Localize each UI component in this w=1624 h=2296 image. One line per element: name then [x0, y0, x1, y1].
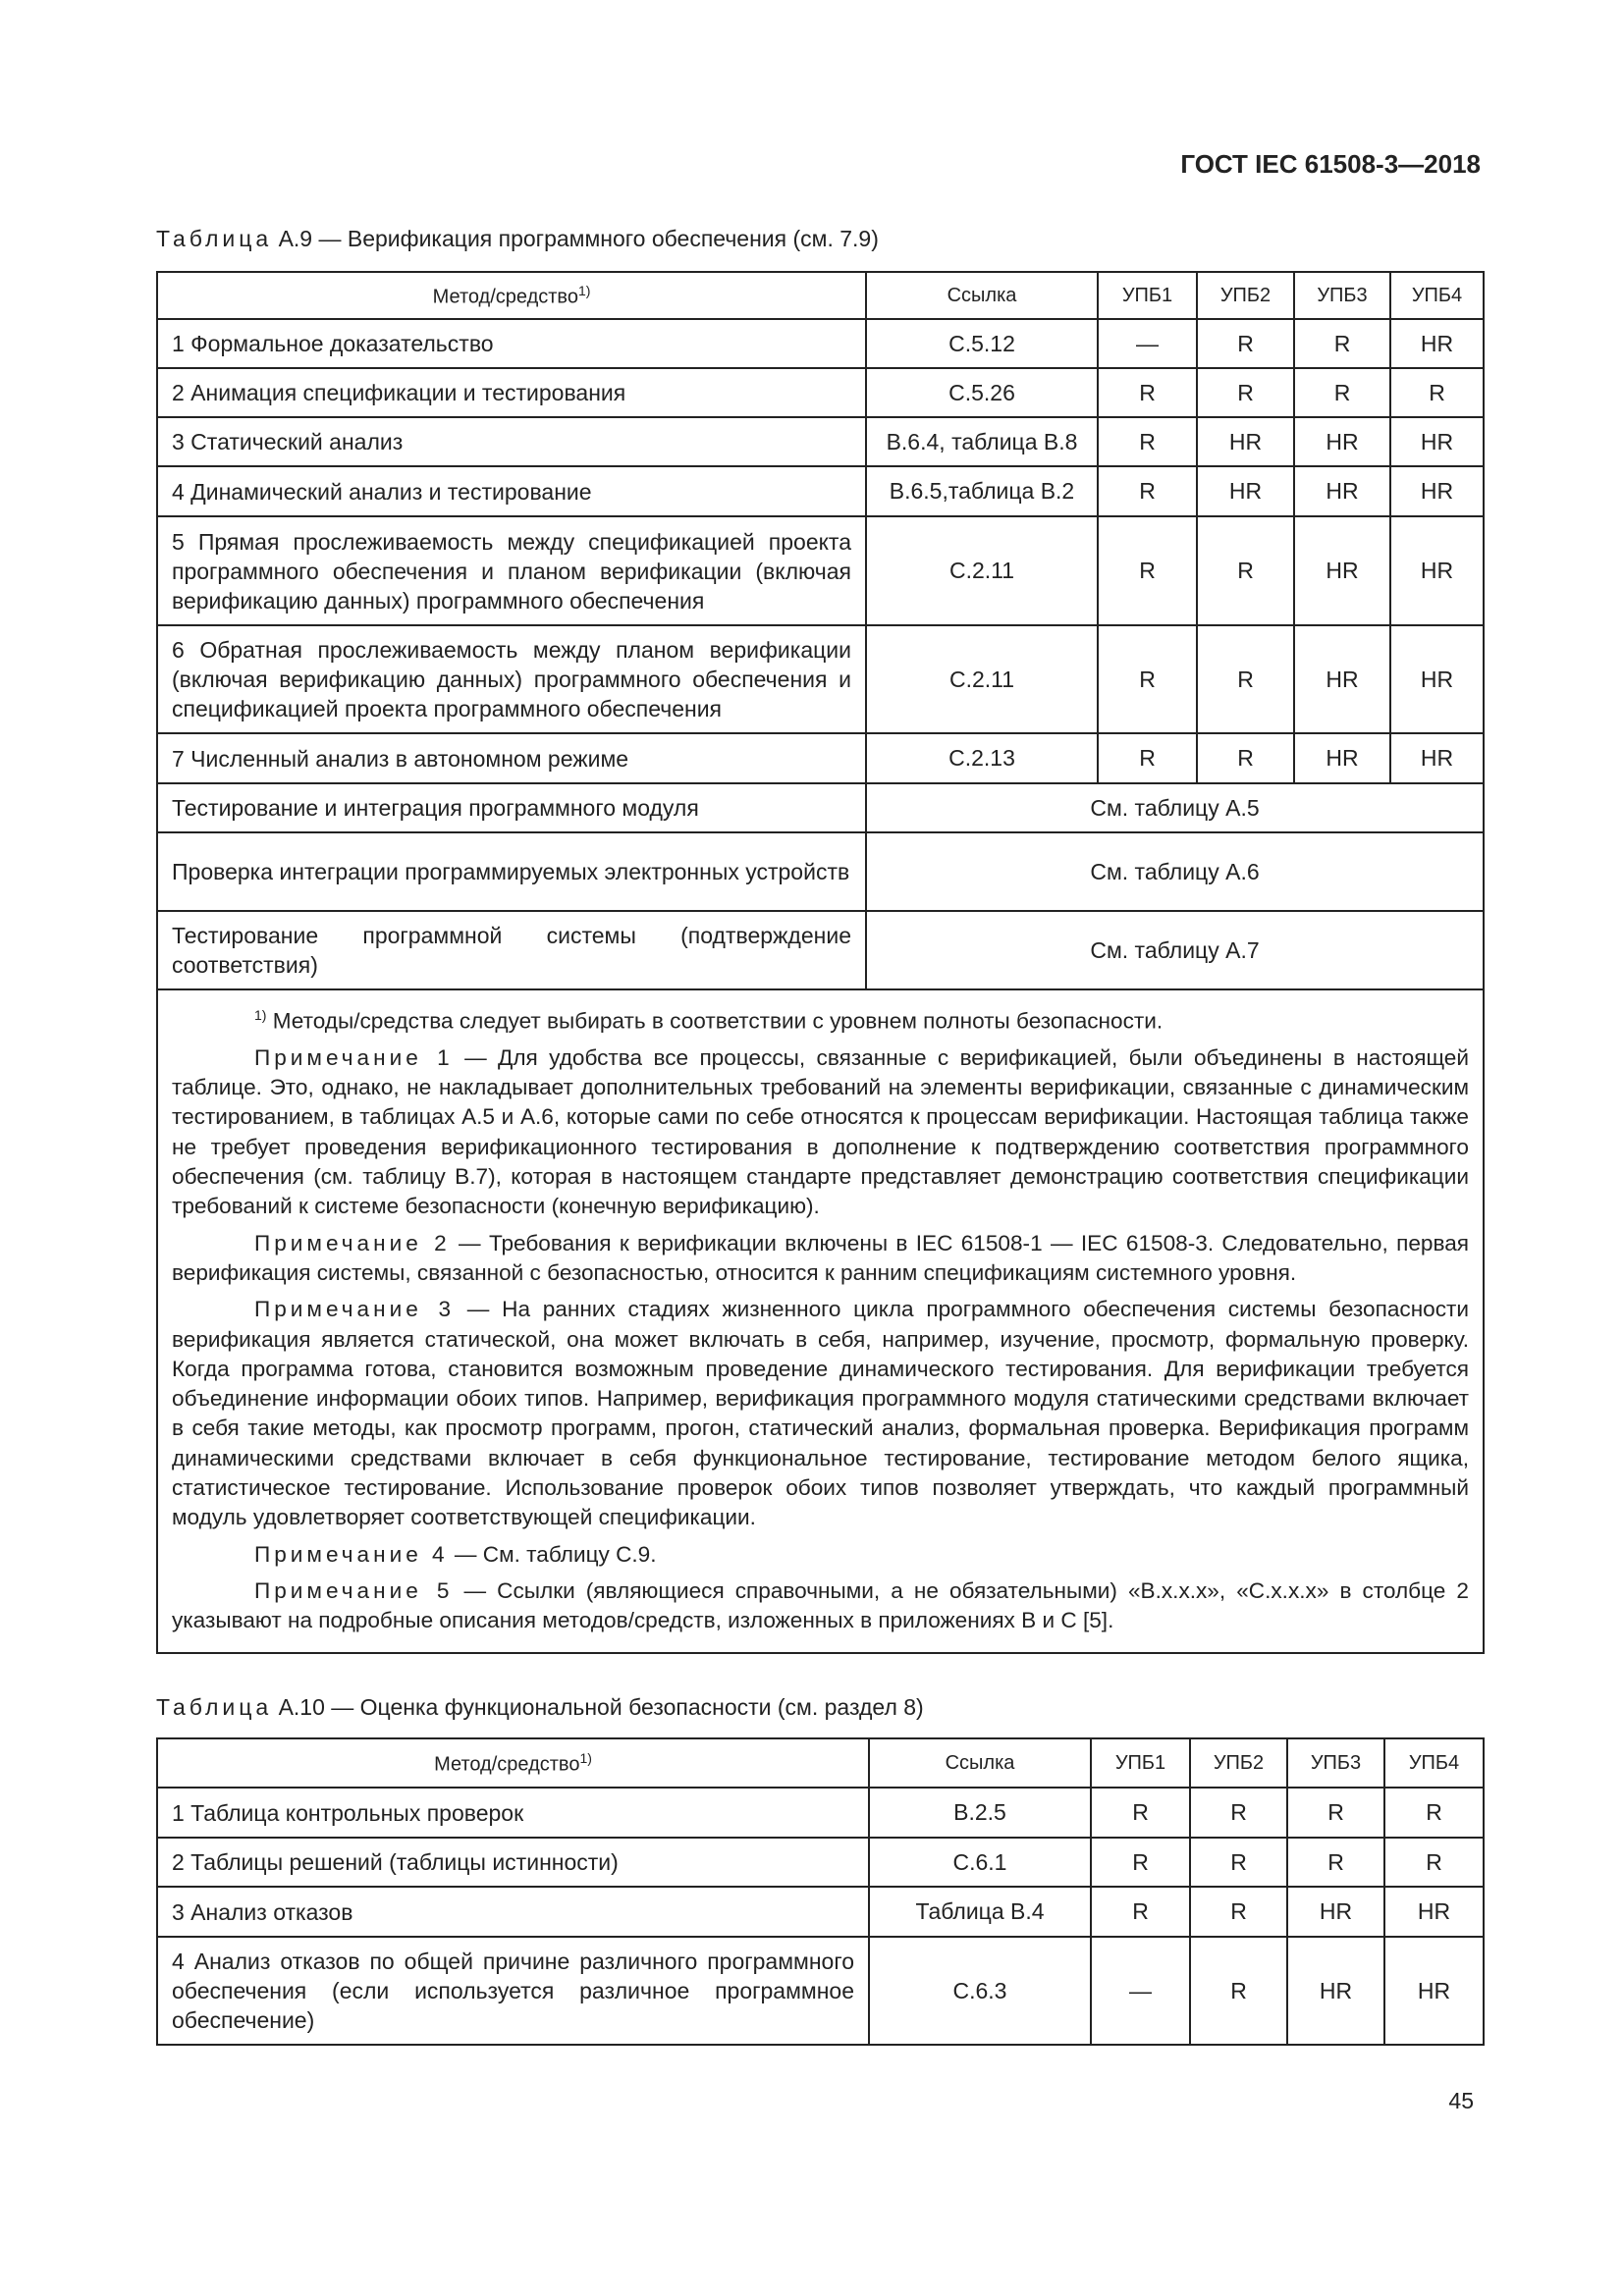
column-header-label: УПБ1	[1121, 284, 1173, 306]
table-a9	[156, 271, 1485, 1654]
table-row	[157, 516, 1484, 625]
sil-4-cell: HR	[1384, 1887, 1484, 1937]
table-row	[157, 1887, 1484, 1937]
column-header	[157, 272, 866, 319]
footnote-mark: 1)	[577, 282, 591, 298]
method-cell: 5 Прямая прослеживаемость между спецификацией проекта программного обеспечения и планом верификации (включая верификацию данных) программного обеспечения	[157, 516, 866, 625]
table-row	[157, 319, 1484, 368]
sil-3-cell: HR	[1287, 1887, 1384, 1937]
method-cell: 1 Формальное доказательство	[157, 319, 866, 368]
page-number: 45	[1448, 2088, 1474, 2113]
sil-4-cell: HR	[1384, 1937, 1484, 2045]
table-row	[157, 1937, 1484, 2045]
sil-4-cell: HR	[1390, 733, 1484, 783]
sil-2-cell: R	[1190, 1838, 1287, 1887]
method-cell: 4 Динамический анализ и тестирование	[157, 466, 866, 516]
note-2	[172, 1229, 1469, 1289]
column-header-label: УПБ3	[1317, 284, 1368, 306]
table-row	[157, 832, 1484, 911]
method-cell: 2 Таблицы решений (таблицы истинности)	[157, 1838, 869, 1887]
sil-4-cell: HR	[1390, 466, 1484, 516]
table-row	[157, 911, 1484, 989]
sil-3-cell: HR	[1294, 516, 1390, 625]
table-row	[157, 733, 1484, 783]
method-cell: Тестирование программной системы (подтверждение соответствия)	[157, 911, 866, 989]
column-header-label: УПБ3	[1310, 1751, 1362, 1774]
sil-3-cell: HR	[1294, 466, 1390, 516]
document-standard-header: ГОСТ IEC 61508-3—2018	[1180, 149, 1481, 179]
reference-cell: C.2.13	[866, 733, 1098, 783]
table-row	[157, 466, 1484, 516]
sil-4-cell: R	[1390, 368, 1484, 417]
note-label: Примечание 5	[254, 1577, 454, 1603]
sil-3-cell: R	[1294, 319, 1390, 368]
note-1	[172, 1043, 1469, 1222]
sil-1-cell: R	[1098, 625, 1197, 733]
reference-cell: C.6.3	[869, 1937, 1091, 2045]
sil-2-cell: R	[1190, 1937, 1287, 2045]
sil-1-cell: R	[1098, 516, 1197, 625]
column-header	[1091, 1738, 1190, 1788]
sil-4-cell: HR	[1390, 625, 1484, 733]
sil-2-cell: HR	[1197, 466, 1294, 516]
column-header	[869, 1738, 1091, 1788]
note-text: — См. таблицу С.9.	[448, 1541, 657, 1567]
reference-cell: C.2.11	[866, 516, 1098, 625]
notes-row	[157, 989, 1484, 1653]
note-label: Примечание 4	[254, 1541, 449, 1567]
sil-4-cell: HR	[1390, 319, 1484, 368]
table-row	[157, 368, 1484, 417]
column-header-label: УПБ4	[1411, 284, 1463, 306]
sil-1-cell: R	[1098, 368, 1197, 417]
column-header-label: Метод/средство	[432, 286, 578, 308]
column-header-label: Ссылка	[945, 1751, 1015, 1774]
reference-cell: C.2.11	[866, 625, 1098, 733]
sil-2-cell: R	[1197, 319, 1294, 368]
column-header-label: УПБ1	[1114, 1751, 1166, 1774]
sil-1-cell: R	[1091, 1838, 1190, 1887]
column-header-label: УПБ2	[1213, 1751, 1265, 1774]
sil-3-cell: R	[1294, 368, 1390, 417]
table-header-row	[157, 1738, 1484, 1788]
table-a9-caption	[156, 226, 879, 252]
note-label: Примечание 1	[254, 1044, 454, 1070]
method-cell: 3 Статический анализ	[157, 417, 866, 466]
sil-4-cell: HR	[1390, 417, 1484, 466]
see-table-cell: См. таблицу А.5	[866, 783, 1484, 832]
column-header	[866, 272, 1098, 319]
note-5	[172, 1576, 1469, 1636]
method-cell: 6 Обратная прослеживаемость между планом верификации (включая верификацию данных) программного обеспечения и спецификацией проекта программного обеспечения	[157, 625, 866, 733]
reference-cell: C.5.12	[866, 319, 1098, 368]
method-cell: 2 Анимация спецификации и тестирования	[157, 368, 866, 417]
footnote-text: Методы/средства следует выбирать в соответствии с уровнем полноты безопасности.	[272, 1008, 1164, 1034]
sil-1-cell: R	[1098, 733, 1197, 783]
table-row	[157, 783, 1484, 832]
column-header	[157, 1738, 869, 1788]
reference-cell: C.6.1	[869, 1838, 1091, 1887]
sil-3-cell: R	[1287, 1788, 1384, 1838]
sil-3-cell: HR	[1287, 1937, 1384, 2045]
note-text: — Ссылки (являющиеся справочными, а не обязательными) «В.х.х.х», «С.х.х.х» в столбце 2 указывают на подробные описания методов/средств, изложенных в приложениях В и С [5].	[172, 1577, 1470, 1633]
caption-text: А.9 — Верификация программного обеспечения (см. 7.9)	[272, 226, 879, 251]
sil-1-cell: R	[1098, 417, 1197, 466]
reference-cell: Таблица B.4	[869, 1887, 1091, 1937]
sil-4-cell: R	[1384, 1838, 1484, 1887]
note-3	[172, 1295, 1469, 1532]
method-cell: 3 Анализ отказов	[157, 1887, 869, 1937]
sil-3-cell: HR	[1294, 625, 1390, 733]
sil-1-cell: —	[1091, 1937, 1190, 2045]
method-cell: 4 Анализ отказов по общей причине различного программного обеспечения (если используется различное программное обеспечение)	[157, 1937, 869, 2045]
sil-2-cell: R	[1197, 625, 1294, 733]
sil-2-cell: R	[1190, 1788, 1287, 1838]
column-header-label: УПБ4	[1408, 1751, 1460, 1774]
note-label: Примечание 3	[254, 1297, 456, 1322]
column-header	[1390, 272, 1484, 319]
sil-1-cell: R	[1098, 466, 1197, 516]
column-header	[1384, 1738, 1484, 1788]
sil-2-cell: R	[1197, 516, 1294, 625]
sil-2-cell: R	[1197, 368, 1294, 417]
method-cell: Тестирование и интеграция программного модуля	[157, 783, 866, 832]
reference-cell: B.6.4, таблица B.8	[866, 417, 1098, 466]
see-table-cell: См. таблицу А.6	[866, 832, 1484, 911]
column-header-label: УПБ2	[1219, 284, 1272, 306]
table-header-row	[157, 272, 1484, 319]
sil-1-cell: R	[1091, 1788, 1190, 1838]
note-text: — Требования к верификации включены в IEC 61508-1 — IEC 61508-3. Следовательно, первая верификация системы, связанной с безопасностью, относится к ранним спецификациям системного уровня.	[172, 1230, 1469, 1285]
table-a10	[156, 1737, 1485, 2046]
method-cell: 1 Таблица контрольных проверок	[157, 1788, 869, 1838]
method-cell: Проверка интеграции программируемых электронных устройств	[157, 832, 866, 911]
column-header	[1294, 272, 1390, 319]
reference-cell: B.6.5,таблица B.2	[866, 466, 1098, 516]
footnote-mark: 1)	[579, 1749, 592, 1766]
table-row	[157, 1838, 1484, 1887]
footnote-mark: 1)	[254, 1007, 267, 1023]
note-label: Примечание 2	[254, 1230, 451, 1255]
method-cell: 7 Численный анализ в автономном режиме	[157, 733, 866, 783]
sil-3-cell: HR	[1294, 417, 1390, 466]
reference-cell: B.2.5	[869, 1788, 1091, 1838]
sil-1-cell: R	[1091, 1887, 1190, 1937]
sil-2-cell: R	[1190, 1887, 1287, 1937]
sil-1-cell: —	[1098, 319, 1197, 368]
note-text: — На ранних стадиях жизненного цикла программного обеспечения системы безопасности верификация является статической, она может включать в себя, например, изучение, просмотр, формальную проверку. Когда программа готова, становится возможным проведение динамического тестирования. Для верификации требуется объединение информации обоих типов. Например, верификация программного модуля статическими средствами включает в себя такие методы, как просмотр программ, прогон, статический анализ, формальная проверка. Верификация программ динамическими средствами включает в себя функциональное тестирование, тестирование методом белого ящика, статистическое тестирование. Использование проверок обоих типов позволяет утверждать, что каждый программный модуль удовлетворяет соответствующей спецификации.	[172, 1297, 1469, 1530]
column-header	[1197, 272, 1294, 319]
note-4	[172, 1540, 1469, 1570]
sil-4-cell: HR	[1390, 516, 1484, 625]
caption-prefix: Таблица	[156, 1694, 273, 1720]
column-header	[1098, 272, 1197, 319]
table-row	[157, 417, 1484, 466]
column-header-label: Метод/средство	[434, 1753, 580, 1776]
sil-2-cell: R	[1197, 733, 1294, 783]
caption-text: А.10 — Оценка функциональной безопасности (см. раздел 8)	[272, 1694, 924, 1720]
table-row	[157, 1788, 1484, 1838]
sil-3-cell: R	[1287, 1838, 1384, 1887]
caption-prefix: Таблица	[156, 226, 273, 251]
column-header-label: Ссылка	[947, 284, 1017, 306]
note-text: — Для удобства все процессы, связанные с верификацией, были объединены в настоящей таблице. Это, однако, не накладывает дополнительных требований на элементы верификации, связанные с динамическим тестированием, в таблицах А.5 и А.6, которые сами по себе относятся к процессам верификации. Настоящая таблица также не требует проведения верификационного тестирования в дополнение к подтверждению соответствия программного обеспечения (см. таблицу В.7), которая в настоящем стандарте представляет демонстрацию соответствия спецификации требований к системе безопасности (конечную верификацию).	[172, 1044, 1469, 1219]
table-a10-caption	[156, 1694, 924, 1721]
reference-cell: C.5.26	[866, 368, 1098, 417]
footnote	[172, 1000, 1469, 1037]
column-header	[1190, 1738, 1287, 1788]
see-table-cell: См. таблицу А.7	[866, 911, 1484, 989]
sil-4-cell: R	[1384, 1788, 1484, 1838]
table-row	[157, 625, 1484, 733]
sil-2-cell: HR	[1197, 417, 1294, 466]
notes-cell	[157, 989, 1484, 1653]
column-header	[1287, 1738, 1384, 1788]
sil-3-cell: HR	[1294, 733, 1390, 783]
